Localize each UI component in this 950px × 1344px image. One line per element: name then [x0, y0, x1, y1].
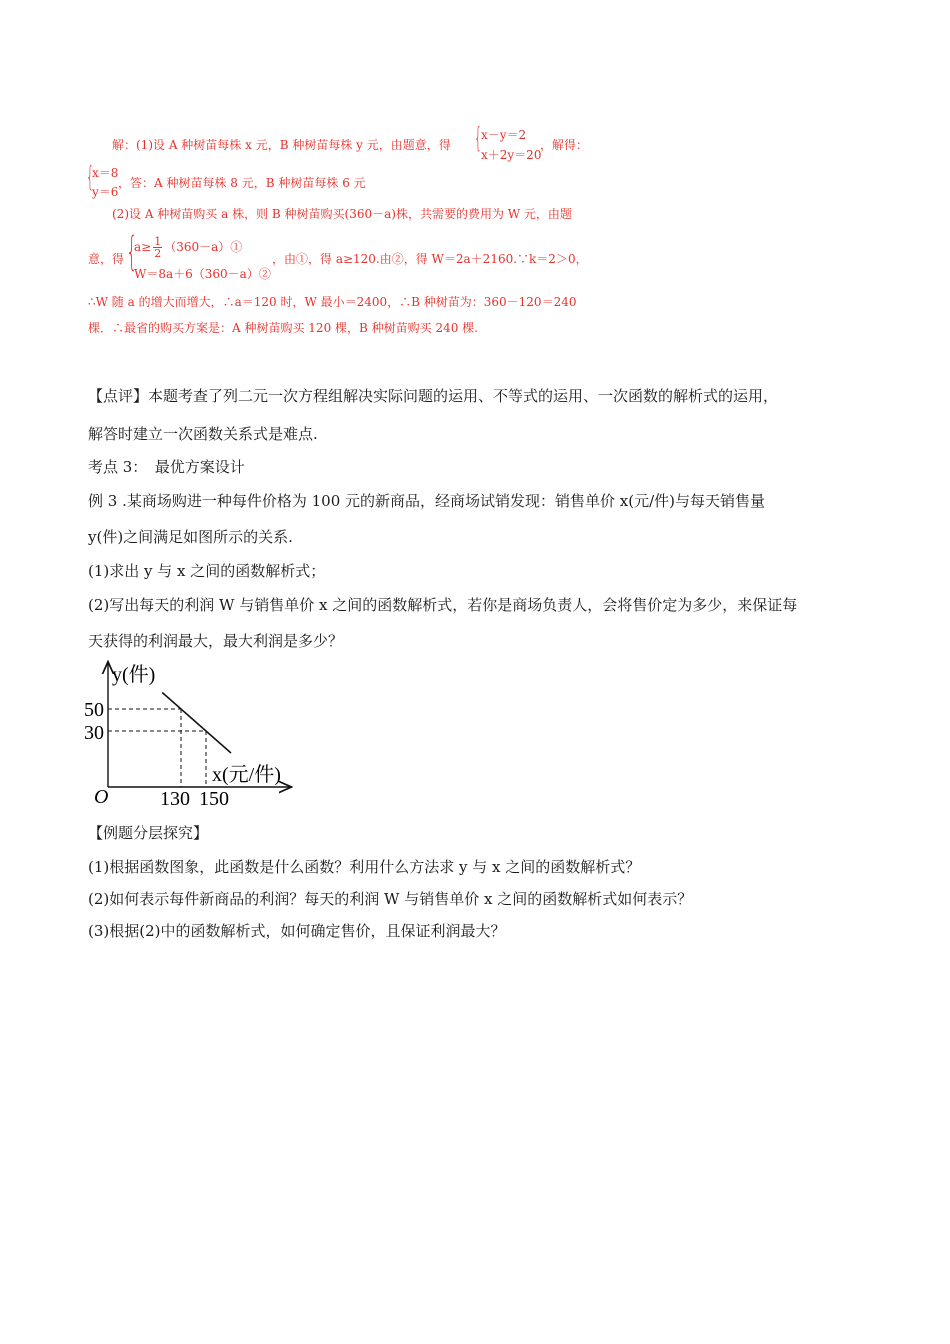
system3-eq1-rhs: （360－a）① — [164, 240, 243, 254]
example-line-1: 例 3 .某商场购进一种每件价格为 100 元的新商品，经商场试销发现：销售单价 x(元/件)与每天销售量 — [88, 492, 766, 510]
solution-line-1-suffix: ，解得： — [540, 138, 589, 152]
example-line-2: y(件)之间满足如图所示的关系. — [88, 528, 293, 546]
system-brace: { — [86, 160, 95, 193]
explore-title: 【例题分层探究】 — [88, 824, 209, 842]
y-axis-label: y(件) — [112, 664, 156, 686]
explore-question-2: (2)如何表示每件新商品的利润？每天的利润 W 与销售单价 x 之间的函数解析式如何表示？ — [88, 890, 693, 908]
x-tick-label: 150 — [199, 788, 229, 810]
function-graph — [80, 655, 310, 815]
system2-equation-1: x＝8 — [92, 166, 119, 180]
review-line-2: 解答时建立一次函数关系式是难点. — [88, 425, 318, 443]
system3-equation-2: W＝8a＋6（360－a）② — [134, 267, 271, 281]
topic-heading: 考点 3： 最优方案设计 — [88, 458, 245, 476]
solution-line-5: ∴W 随 a 的增大而增大，∴a＝120 时，W 最小＝2400，∴B 种树苗为：360－120＝240 — [88, 295, 577, 309]
question-2-line-2: 天获得的利润最大，最大利润是多少？ — [88, 632, 344, 650]
system-brace: { — [474, 121, 483, 154]
system3-equation-1 — [134, 236, 242, 259]
system3-eq1-lhs: a≥ — [134, 240, 152, 254]
function-line — [162, 693, 231, 754]
system2-equation-2: y＝6 — [92, 185, 119, 199]
explore-question-1: (1)根据函数图象，此函数是什么函数？利用什么方法求 y 与 x 之间的函数解析式？ — [88, 858, 641, 876]
origin-label: O — [94, 786, 109, 808]
solution-line-4-prefix: 意，得 — [88, 252, 125, 266]
y-tick-label: 50 — [84, 699, 104, 721]
x-tick-label: 130 — [160, 788, 190, 810]
question-2-line-1: (2)写出每天的利润 W 与销售单价 x 之间的函数解析式，若你是商场负责人，会将售价定为多少，来保证每 — [88, 596, 798, 614]
review-line-1: 【点评】本题考查了列二元一次方程组解决实际问题的运用、不等式的运用、一次函数的解析式的运用， — [88, 387, 779, 405]
fraction — [153, 236, 162, 259]
system1-equation-1: x－y＝2 — [481, 128, 527, 142]
fraction-denominator: 2 — [154, 247, 162, 260]
system-brace: { — [126, 229, 138, 275]
fraction-numerator: 1 — [154, 235, 162, 248]
solution-line-4-text: ，由①，得 a≥120.由②，得 W＝2a＋2160.∵k＝2＞0， — [272, 252, 588, 266]
solution-line-6: 棵．∴最省的购买方案是：A 种树苗购买 120 棵，B 种树苗购买 240 棵. — [88, 321, 478, 335]
solution-line-2: ，答：A 种树苗每株 8 元，B 种树苗每株 6 元 — [118, 176, 366, 190]
solution-line-1-text: 解：(1)设 A 种树苗每株 x 元，B 种树苗每株 y 元，由题意，得 — [112, 138, 451, 152]
x-axis-label: x(元/件) — [212, 764, 281, 786]
y-tick-label: 30 — [84, 722, 104, 744]
explore-question-3: (3)根据(2)中的函数解析式，如何确定售价，且保证利润最大？ — [88, 922, 506, 940]
question-1: (1)求出 y 与 x 之间的函数解析式； — [88, 562, 326, 580]
solution-line-3: (2)设 A 种树苗购买 a 株，则 B 种树苗购买(360－a)株，共需要的费用为 W 元，由题 — [112, 207, 572, 221]
system1-equation-2: x＋2y＝20 — [481, 148, 542, 162]
